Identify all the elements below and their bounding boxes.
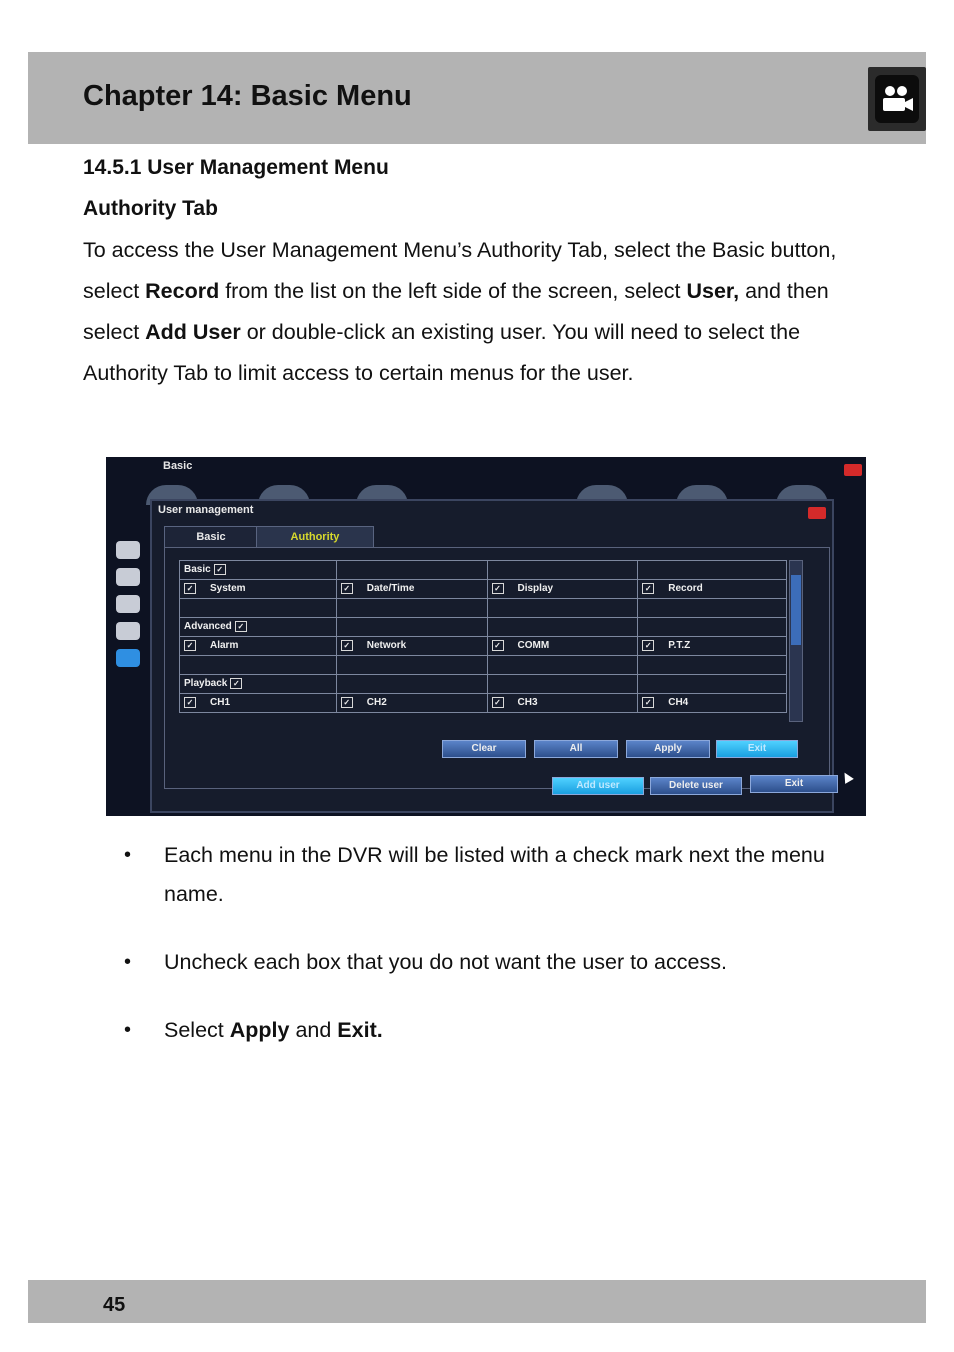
dialog-title: User management bbox=[158, 504, 254, 516]
instruction-list bbox=[124, 836, 844, 1079]
gear-icon[interactable] bbox=[116, 541, 140, 559]
record-icon[interactable] bbox=[116, 622, 140, 640]
page-number: 45 bbox=[103, 1294, 126, 1316]
clear-button[interactable]: Clear bbox=[442, 740, 526, 758]
checkbox[interactable]: ✓ bbox=[492, 697, 504, 708]
intro-text-1: To access the User Management Menu’s Authority Tab, select the Basic button, select bbox=[83, 238, 837, 303]
checkbox[interactable]: ✓ bbox=[184, 583, 196, 594]
bullet-text: Select bbox=[164, 1018, 230, 1042]
section-title: 14.5.1 User Management Menu bbox=[83, 156, 389, 179]
checkbox[interactable]: ✓ bbox=[184, 640, 196, 651]
item-label-display: Display bbox=[517, 583, 554, 595]
item-row bbox=[180, 580, 787, 599]
tab-basic[interactable]: Basic bbox=[164, 526, 258, 547]
intro-text-2: from the list on the left side of the screen, select bbox=[219, 279, 687, 303]
scrollbar-thumb[interactable] bbox=[791, 575, 801, 645]
bullet-text: Each menu in the DVR will be listed with a check mark next the menu name. bbox=[164, 843, 825, 906]
delete-user-button[interactable]: Delete user bbox=[650, 777, 742, 795]
users-icon[interactable] bbox=[116, 649, 140, 667]
item-label-record: Record bbox=[668, 583, 703, 595]
intro-bold-add-user: Add User bbox=[145, 320, 241, 344]
apply-button[interactable]: Apply bbox=[626, 740, 710, 758]
checkbox[interactable]: ✓ bbox=[492, 640, 504, 651]
intro-text-3: and then select bbox=[83, 279, 829, 344]
checkbox[interactable]: ✓ bbox=[235, 621, 247, 632]
intro-paragraph bbox=[83, 230, 873, 394]
item-row bbox=[180, 637, 787, 656]
bullet-bold-apply: Apply bbox=[229, 1018, 290, 1042]
checkbox[interactable]: ✓ bbox=[341, 583, 353, 594]
list-item bbox=[124, 836, 844, 914]
intro-bold-user: User, bbox=[686, 279, 740, 303]
monitor-icon[interactable] bbox=[116, 595, 140, 613]
bullet-text: and bbox=[289, 1018, 338, 1042]
intro-bold-record: Record bbox=[145, 279, 220, 303]
video-camera-icon bbox=[868, 67, 926, 131]
group-label-advanced: Advanced bbox=[184, 621, 232, 633]
window-close-icon[interactable] bbox=[844, 464, 862, 476]
item-label-ch2: CH2 bbox=[366, 697, 387, 709]
tab-authority[interactable]: Authority bbox=[256, 526, 374, 547]
intro-text-4: or double-click an existing user. You will need to select the Authority Tab to limit access to certain menus for the user. bbox=[83, 320, 801, 385]
item-label-ch3: CH3 bbox=[517, 697, 538, 709]
sub-title: Authority Tab bbox=[83, 197, 218, 220]
list-item bbox=[124, 943, 844, 982]
mouse-cursor-icon bbox=[840, 770, 854, 784]
bullet-icon: • bbox=[124, 951, 132, 973]
dialog-close-icon[interactable] bbox=[808, 507, 826, 519]
checkbox[interactable]: ✓ bbox=[341, 640, 353, 651]
bullet-bold-exit: Exit. bbox=[337, 1018, 383, 1042]
checkbox[interactable]: ✓ bbox=[492, 583, 504, 594]
list-item bbox=[124, 1011, 844, 1050]
checkbox[interactable]: ✓ bbox=[642, 697, 654, 708]
authority-grid bbox=[179, 560, 787, 713]
grid-scrollbar[interactable] bbox=[789, 560, 803, 722]
item-label-system: System bbox=[210, 583, 246, 595]
bullet-icon: • bbox=[124, 844, 132, 866]
group-label-playback: Playback bbox=[184, 678, 228, 690]
checkbox[interactable]: ✓ bbox=[230, 678, 242, 689]
item-label-alarm: Alarm bbox=[210, 640, 239, 652]
item-label-comm: COMM bbox=[517, 640, 550, 652]
item-row bbox=[180, 694, 787, 713]
checkbox[interactable]: ✓ bbox=[642, 583, 654, 594]
clock-icon[interactable] bbox=[116, 568, 140, 586]
group-row bbox=[180, 675, 787, 694]
item-label-ch1: CH1 bbox=[210, 697, 231, 709]
group-label-basic: Basic bbox=[184, 564, 211, 576]
add-user-button[interactable]: Add user bbox=[552, 777, 644, 795]
group-row bbox=[180, 618, 787, 637]
checkbox[interactable]: ✓ bbox=[214, 564, 226, 575]
user-management-dialog bbox=[150, 499, 834, 813]
checkbox[interactable]: ✓ bbox=[341, 697, 353, 708]
item-label-ptz: P.T.Z bbox=[668, 640, 691, 652]
footer-bar bbox=[28, 1280, 926, 1323]
chapter-title: Chapter 14: Basic Menu bbox=[83, 80, 412, 112]
checkbox[interactable]: ✓ bbox=[184, 697, 196, 708]
checkbox[interactable]: ✓ bbox=[642, 640, 654, 651]
dvr-screenshot bbox=[106, 457, 866, 816]
exit-button[interactable]: Exit bbox=[716, 740, 798, 758]
main-exit-button[interactable]: Exit bbox=[750, 775, 838, 793]
all-button[interactable]: All bbox=[534, 740, 618, 758]
item-label-ch4: CH4 bbox=[668, 697, 689, 709]
side-menu bbox=[116, 541, 146, 676]
item-label-date-time: Date/Time bbox=[366, 583, 415, 595]
window-title: Basic bbox=[163, 460, 193, 472]
item-label-network: Network bbox=[366, 640, 407, 652]
bullet-icon: • bbox=[124, 1019, 132, 1041]
group-row bbox=[180, 561, 787, 580]
bullet-text: Uncheck each box that you do not want the user to access. bbox=[164, 950, 727, 974]
group-cell bbox=[180, 561, 337, 580]
